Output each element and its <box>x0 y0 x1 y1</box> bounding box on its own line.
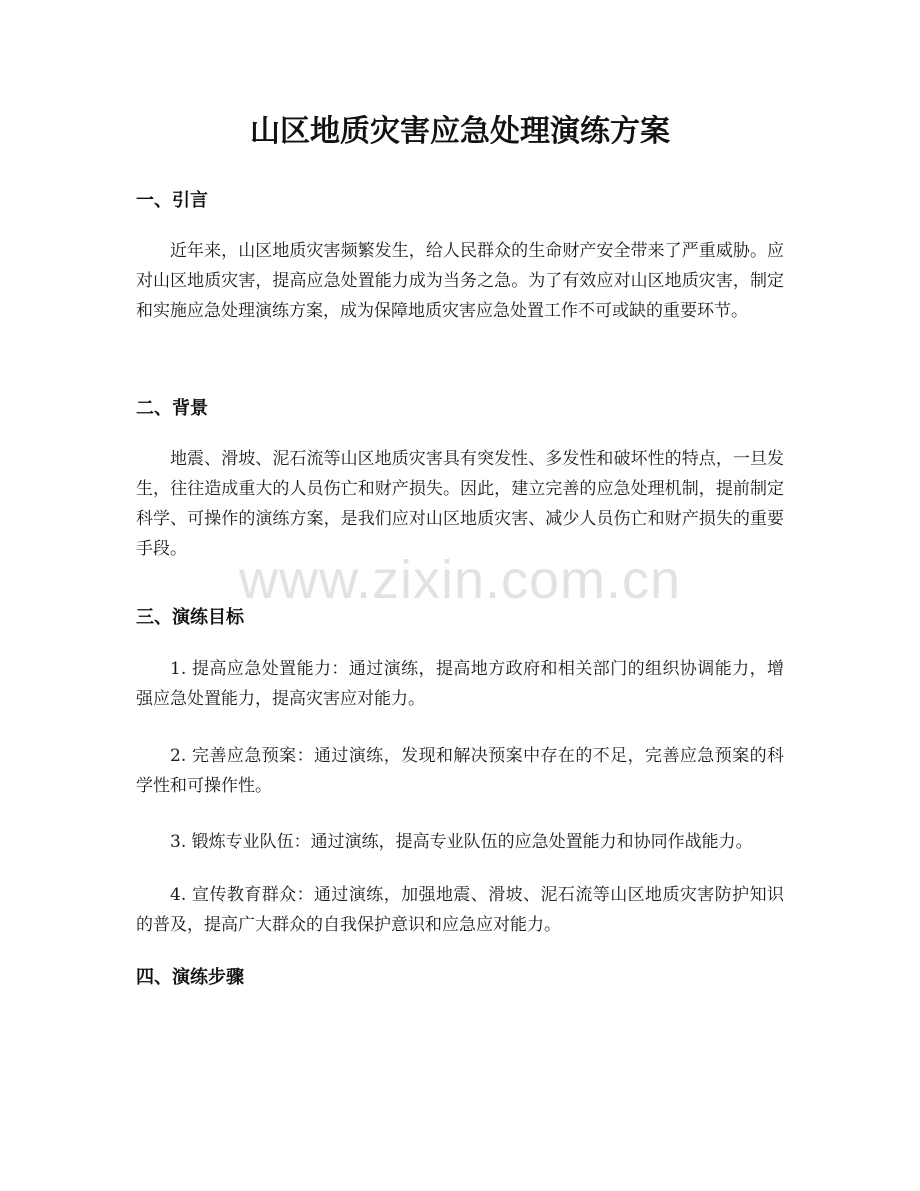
paragraph-introduction: 近年来，山区地质灾害频繁发生，给人民群众的生命财产安全带来了严重威胁。应对山区地质灾害，提高应急处置能力成为当务之急。为了有效应对山区地质灾害，制定和实施应急处理演练方案，成为保障地质灾害应急处置工作不可或缺的重要环节。 <box>136 241 784 321</box>
list-item-goal-4: 4. 宣传教育群众：通过演练，加强地震、滑坡、泥石流等山区地质灾害防护知识的普及，提高广大群众的自我保护意识和应急应对能力。 <box>136 885 784 935</box>
page-title: 山区地质灾害应急处理演练方案 <box>250 114 670 149</box>
section-heading-steps: 四、演练步骤 <box>136 967 244 988</box>
section-heading-introduction: 一、引言 <box>136 190 208 211</box>
list-item-goal-3: 3. 锻炼专业队伍：通过演练，提高专业队伍的应急处置能力和协同作战能力。 <box>170 832 753 852</box>
section-heading-goals: 三、演练目标 <box>136 607 244 628</box>
list-item-goal-2: 2. 完善应急预案：通过演练，发现和解决预案中存在的不足，完善应急预案的科学性和可操作性。 <box>136 746 784 796</box>
watermark: www.zixin.com.cn <box>238 550 682 610</box>
section-heading-background: 二、背景 <box>136 398 208 419</box>
paragraph-background: 地震、滑坡、泥石流等山区地质灾害具有突发性、多发性和破坏性的特点，一旦发生，往往造成重大的人员伤亡和财产损失。因此，建立完善的应急处理机制，提前制定科学、可操作的演练方案，是我们应对山区地质灾害、减少人员伤亡和财产损失的重要手段。 <box>136 449 784 559</box>
list-item-goal-1: 1. 提高应急处置能力：通过演练，提高地方政府和相关部门的组织协调能力，增强应急处置能力，提高灾害应对能力。 <box>136 659 784 709</box>
